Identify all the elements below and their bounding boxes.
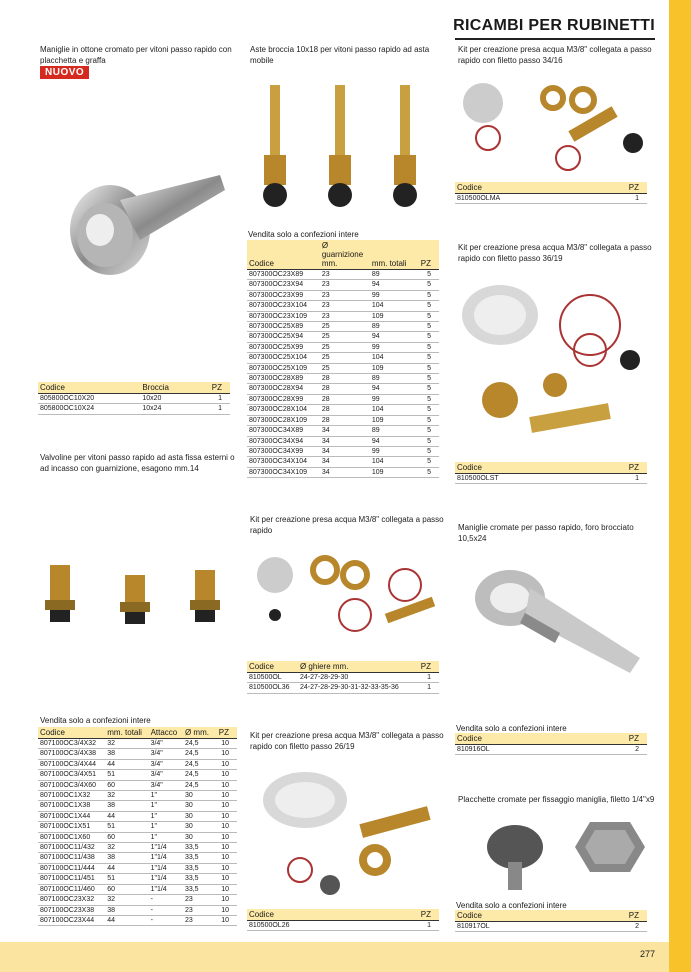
table-row: 807300OC25X94 25 94 5: [247, 332, 439, 342]
table-row: 805800OC10X20 10x20 1: [38, 394, 230, 404]
col-header: Ø ghiere mm.: [298, 661, 416, 673]
table-row: 807300OC34X109 34 109 5: [247, 467, 439, 477]
product-6-description: Kit per creazione presa acqua M3/8" collegata a passo rapido: [250, 515, 444, 535]
col-header: Codice: [455, 462, 588, 474]
table-row: 810916OL 2: [455, 745, 647, 755]
table-row: 807100OC11/460 60 1"1/4 33,5 10: [38, 884, 237, 894]
table-row: 807300OC28X104 28 104 5: [247, 405, 439, 415]
col-header: PZ: [579, 733, 647, 745]
product-9-description: Placchette cromate per fissaggio maniglia, filetto 1/4"x9: [458, 795, 655, 804]
col-header: PZ: [415, 240, 439, 270]
table-row: 807300OC28X94 28 94 5: [247, 384, 439, 394]
table-row: 807300OC23X99 23 99 5: [247, 290, 439, 300]
table-row: 807300OC23X89 23 89 5: [247, 270, 439, 280]
col-header: Codice: [247, 909, 379, 921]
product-5-description: Valvoline per vitoni passo rapido ad asta fissa esterni o ad incasso con guarnizione, esagono mm.14: [40, 453, 235, 473]
p5-note: Vendita solo a confezioni intere: [40, 716, 151, 725]
kit-image: [255, 545, 445, 645]
table-row: 807300OC34X89 34 89 5: [247, 426, 439, 436]
table-handles: [38, 382, 230, 415]
col-header: PZ: [579, 910, 647, 922]
plates-image: [470, 812, 650, 897]
table-row: 807100OC1X51 51 1" 30 10: [38, 822, 237, 832]
page-title: RICAMBI PER RUBINETTI: [453, 17, 655, 34]
product-8-description: Kit per creazione presa acqua M3/8" collegata a passo rapido con filetto passo 26/19: [250, 731, 444, 751]
col-header: Codice: [455, 910, 579, 922]
table-row: 807300OC34X104 34 104 5: [247, 457, 439, 467]
col-header: PZ: [194, 382, 230, 394]
col-header: mm. totali: [370, 240, 415, 270]
rod-image: [258, 85, 438, 215]
footer-band: [0, 942, 669, 972]
table-row: 807300OC25X104 25 104 5: [247, 353, 439, 363]
col-header: Attacco: [149, 727, 183, 739]
table-row: 807100OC11/432 32 1"1/4 33,5 10: [38, 843, 237, 853]
col-header: Codice: [455, 182, 589, 194]
col-header: Codice: [247, 661, 298, 673]
table-row: 807300OC25X89 25 89 5: [247, 322, 439, 332]
col-header: Ø mm.: [183, 727, 214, 739]
table-row: 807100OC23X44 44 - 23 10: [38, 915, 237, 925]
table-row: 810500OLMA 1: [455, 194, 647, 204]
table-row: 810500OLST 1: [455, 474, 647, 484]
table-kit-36: [455, 462, 647, 484]
table-row: 807100OC11/438 38 1"1/4 33,5 10: [38, 853, 237, 863]
table-row: 810500OL36 24-27-28-29-30-31-32-33-35-36 1: [247, 683, 439, 693]
table-row: 807300OC23X104 23 104 5: [247, 301, 439, 311]
table-kit-34: [455, 182, 647, 204]
col-header: mm. totali: [105, 727, 148, 739]
table-row: 807100OC23X32 32 - 23 10: [38, 895, 237, 905]
col-header: Broccia: [140, 382, 194, 394]
table-valves: [38, 727, 237, 926]
table-row: 807300OC28X109 28 109 5: [247, 415, 439, 425]
kit-34-image: [458, 78, 653, 178]
table-row: 807100OC11/451 51 1"1/4 33,5 10: [38, 874, 237, 884]
product-4-description: Kit per creazione presa acqua M3/8" collegata a passo rapido con filetto passo 36/19: [458, 243, 652, 263]
col-header: Ø guarnizione mm.: [320, 240, 370, 270]
product-1-description: Maniglie in ottone cromato per vitoni passo rapido con placchetta e graffa: [40, 45, 232, 65]
col-header: PZ: [214, 727, 237, 739]
table-row: 810917OL 2: [455, 922, 647, 932]
p7-note: Vendita solo a confezioni intere: [456, 724, 567, 733]
table-chrome-levers: [455, 733, 647, 755]
title-underline: [455, 38, 655, 40]
col-header: Codice: [38, 382, 140, 394]
table-row: 807300OC34X94 34 94 5: [247, 436, 439, 446]
kit-36-image: [460, 270, 655, 450]
table-row: 807100OC1X44 44 1" 30 10: [38, 811, 237, 821]
new-badge: NUOVO: [40, 66, 89, 79]
table-kit-26: [247, 909, 439, 931]
table-rods: [247, 240, 439, 478]
col-header: PZ: [589, 182, 647, 194]
table-row: 807300OC23X94 23 94 5: [247, 280, 439, 290]
table-row: 807100OC1X38 38 1" 30 10: [38, 801, 237, 811]
table-plates: [455, 910, 647, 932]
table-row: 807300OC25X109 25 109 5: [247, 363, 439, 373]
chrome-lever-image: [470, 548, 655, 708]
page-number: 277: [639, 949, 655, 959]
table-row: 807100OC1X32 32 1" 30 10: [38, 791, 237, 801]
p2-note: Vendita solo a confezioni intere: [248, 230, 359, 239]
table-row: 807100OC3/4X44 44 3/4" 24,5 10: [38, 759, 237, 769]
table-row: 807300OC23X109 23 109 5: [247, 311, 439, 321]
table-row: 810500OL 24-27-28-29-30 1: [247, 673, 439, 683]
col-header: PZ: [588, 462, 647, 474]
table-row: 807100OC3/4X38 38 3/4" 24,5 10: [38, 749, 237, 759]
table-row: 807100OC3/4X60 60 3/4" 24,5 10: [38, 780, 237, 790]
table-row: 807100OC23X38 38 - 23 10: [38, 905, 237, 915]
yellow-side-band: [669, 0, 691, 972]
product-2-description: Aste broccia 10x18 per vitoni passo rapido ad asta mobile: [250, 45, 430, 65]
p9-note: Vendita solo a confezioni intere: [456, 901, 567, 910]
table-row: 807100OC3/4X32 32 3/4" 24,5 10: [38, 739, 237, 749]
table-row: 805800OC10X24 10x24 1: [38, 404, 230, 414]
col-header: PZ: [416, 661, 439, 673]
table-kit-ghiere: [247, 661, 439, 694]
col-header: PZ: [379, 909, 439, 921]
table-row: 807100OC3/4X51 51 3/4" 24,5 10: [38, 770, 237, 780]
table-row: 807300OC28X89 28 89 5: [247, 374, 439, 384]
col-header: Codice: [455, 733, 579, 745]
product-3-description: Kit per creazione presa acqua M3/8" collegata a passo rapido con filetto passo 34/16: [458, 45, 652, 65]
product-7-description: Maniglie cromate per passo rapido, foro brocciato 10,5x24: [458, 523, 634, 543]
table-row: 810500OL26 1: [247, 921, 439, 931]
table-row: 807300OC34X99 34 99 5: [247, 446, 439, 456]
col-header: Codice: [247, 240, 320, 270]
kit-26-image: [260, 770, 440, 900]
valves-image: [40, 560, 230, 630]
chrome-handle-image: [50, 160, 230, 300]
table-row: 807300OC28X99 28 99 5: [247, 394, 439, 404]
table-row: 807300OC25X99 25 99 5: [247, 342, 439, 352]
col-header: Codice: [38, 727, 105, 739]
table-row: 807100OC11/444 44 1"1/4 33,5 10: [38, 863, 237, 873]
table-row: 807100OC1X60 60 1" 30 10: [38, 832, 237, 842]
